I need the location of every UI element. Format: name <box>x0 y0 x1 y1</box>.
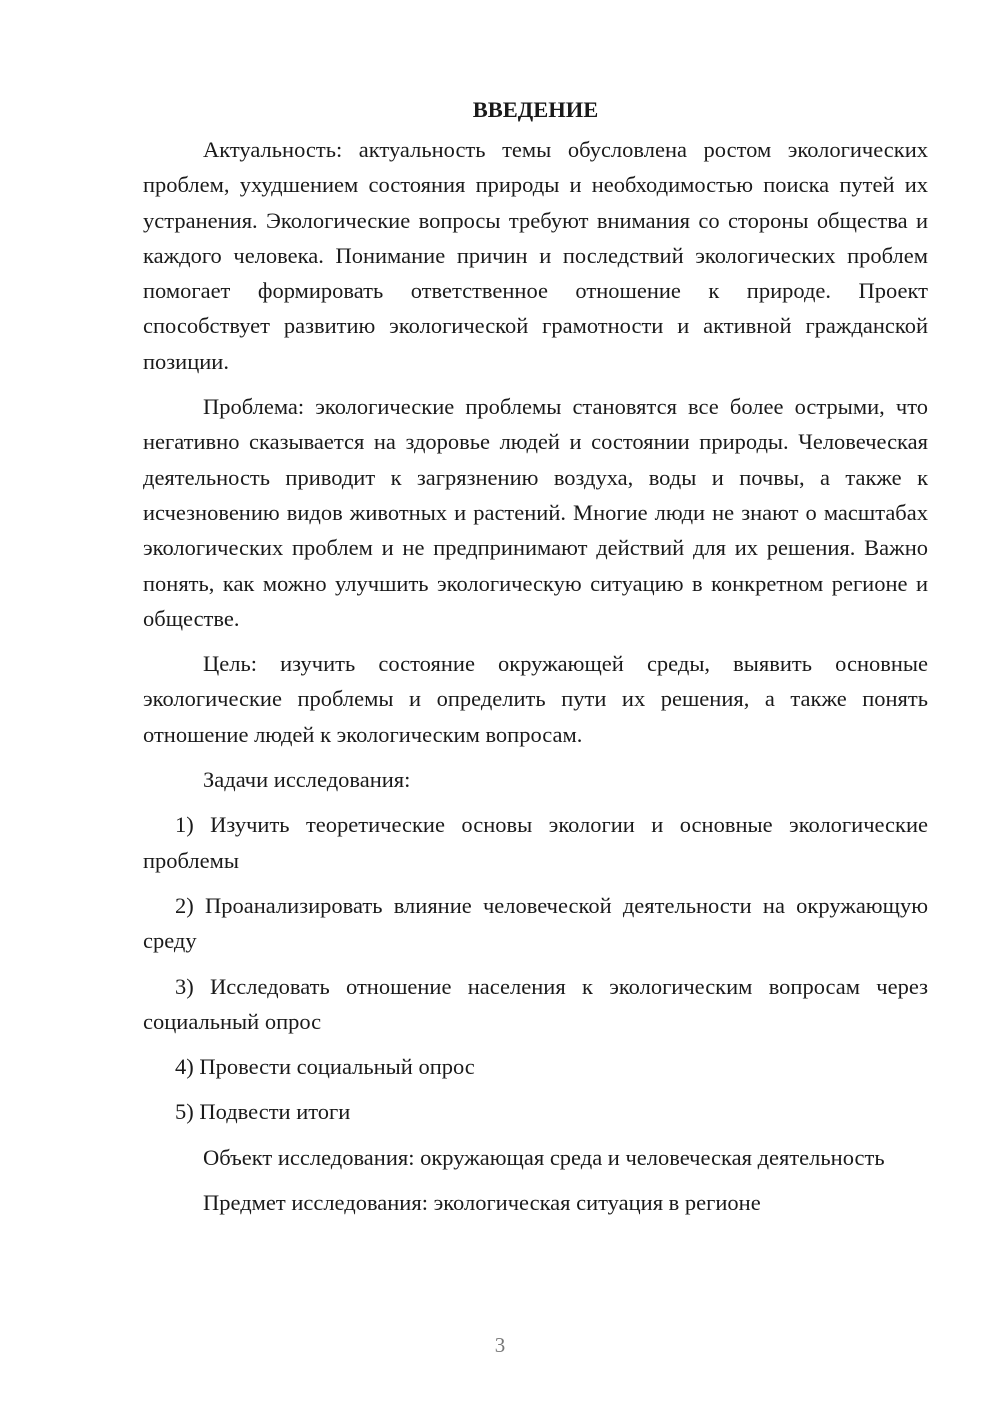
task-item: 2) Проанализировать влияние человеческой деятельности на окружающую среду <box>143 892 928 954</box>
tasks-heading: Задачи исследования: <box>203 767 411 793</box>
problem-paragraph: Проблема: экологические проблемы становятся все более острыми, что негативно сказывается на здоровье людей и состоянии природы. Человеческая деятельность приводит к загрязнению воздуха, воды и почвы, а также к исчезновению видов животных и растений. Многие люди не знают о масштабах экологических проблем и не предпринимают действий для их решения. Важно понять, как можно улучшить экологическую ситуацию в конкретном регионе и обществе. <box>143 394 928 631</box>
object-paragraph: Объект исследования: окружающая среда и человеческая деятельность <box>203 1144 885 1170</box>
relevance-paragraph: Актуальность: актуальность темы обусловлена ростом экологических проблем, ухудшением состояния природы и необходимостью поиска путей их устранения. Экологические вопросы требуют внимания со стороны общества и каждого человека. Понимание причин и последствий экологических проблем помогает формировать ответственное отношение к природе. Проект способствует развитию экологической грамотности и активной гражданской позиции. <box>143 137 928 374</box>
page-content <box>143 92 928 1230</box>
page-number: 3 <box>494 1333 506 1357</box>
task-item: 3) Исследовать отношение населения к экологическим вопросам через социальный опрос <box>143 973 928 1034</box>
subject-paragraph: Предмет исследования: экологическая ситуация в регионе <box>203 1190 761 1216</box>
task-item: 4) Провести социальный опрос <box>175 1054 475 1080</box>
task-item: 1) Изучить теоретические основы экологии и основные экологические проблемы <box>143 812 928 873</box>
page-title: ВВЕДЕНИЕ <box>472 97 599 122</box>
task-item: 5) Подвести итоги <box>175 1099 351 1125</box>
goal-paragraph: Цель: изучить состояние окружающей среды, выявить основные экологические проблемы и определить пути их решения, а также понять отношение людей к экологическим вопросам. <box>143 651 928 747</box>
